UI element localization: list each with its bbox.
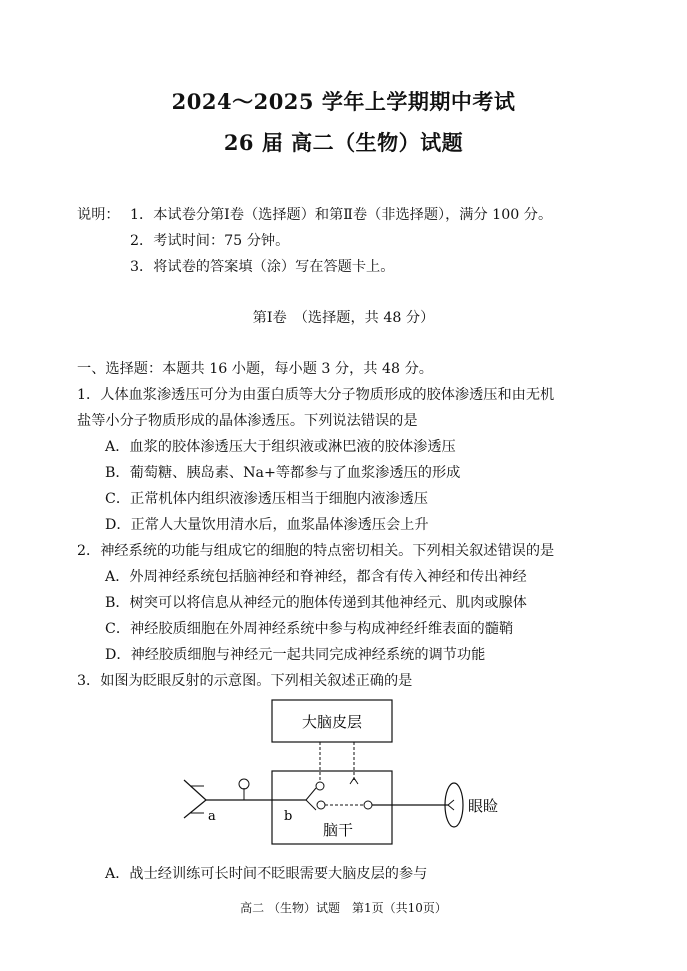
question-3-stem: 3．如图为眨眼反射的示意图。下列相关叙述正确的是	[77, 673, 413, 689]
instruction-item-3: 3．将试卷的答案填（涂）写在答题卡上。	[130, 259, 395, 275]
instructions-label: 说明：	[77, 207, 120, 223]
question-1-option-b: B．葡萄糖、胰岛素、Na+等都参与了血浆渗透压的形成	[105, 465, 461, 481]
exam-title: 2024～2025 学年上学期期中考试	[171, 89, 516, 114]
question-2-stem: 2．神经系统的功能与组成它的细胞的特点密切相关。下列相关叙述错误的是	[77, 543, 555, 559]
interneuron-branch-up	[306, 788, 316, 800]
interneuron-branch-down	[306, 800, 316, 810]
synapse-down	[317, 801, 325, 809]
synapse-up	[316, 782, 324, 790]
page-footer: 高二 （生物）试题 第1页（共10页）	[240, 901, 447, 915]
question-2-option-d: D．神经胶质细胞与神经元一起共同完成神经系统的调节功能	[105, 647, 486, 663]
section-heading: 第Ⅰ卷 （选择题，共 48 分）	[252, 310, 435, 326]
question-2-option-a: A．外周神经系统包括脑神经和脊神经，都含有传入神经和传出神经	[105, 569, 527, 585]
synapse-motor	[364, 801, 372, 809]
point-a-label: a	[208, 809, 216, 824]
brainstem-label: 脑干	[322, 821, 354, 839]
receptor-branch-lower	[184, 800, 206, 818]
instruction-item-2: 2．考试时间：75 分钟。	[130, 233, 290, 249]
question-2-option-c: C．神经胶质细胞在外周神经系统中参与构成神经纤维表面的髓鞘	[105, 621, 514, 637]
effector-terminal	[448, 800, 454, 810]
question-1-option-c: C．正常机体内组织液渗透压相当于细胞内液渗透压	[105, 491, 428, 507]
question-2-option-b: B．树突可以将信息从神经元的胞体传递到其他神经元、肌肉或腺体	[105, 595, 527, 611]
blink-reflex-diagram	[170, 698, 500, 846]
ganglion-body	[239, 779, 249, 789]
exam-subtitle: 26 届 高二（生物）试题	[223, 130, 464, 155]
section-intro: 一、选择题：本题共 16 小题，每小题 3 分，共 48 分。	[77, 361, 433, 377]
eyelid-label: 眼睑	[468, 797, 499, 815]
instruction-item-1: 1．本试卷分第Ⅰ卷（选择题）和第Ⅱ卷（非选择题），满分 100 分。	[130, 207, 553, 223]
question-1-option-d: D．正常人大量饮用清水后，血浆晶体渗透压会上升	[105, 517, 429, 533]
question-3-option-a: A．战士经训练可长时间不眨眼需要大脑皮层的参与	[105, 866, 428, 882]
pathway-arrowhead	[350, 778, 358, 784]
question-1-stem-line2: 盐等小分子物质形成的晶体渗透压。下列说法错误的是	[77, 413, 418, 429]
question-1-option-a: A．血浆的胶体渗透压大于组织液或淋巴液的胶体渗透压	[105, 439, 456, 455]
point-b-label: b	[284, 809, 293, 824]
receptor-branch-upper	[184, 780, 206, 800]
cortex-label: 大脑皮层	[301, 713, 363, 731]
question-1-stem-line1: 1．人体血浆渗透压可分为由蛋白质等大分子物质形成的胶体渗透压和由无机	[77, 387, 555, 403]
